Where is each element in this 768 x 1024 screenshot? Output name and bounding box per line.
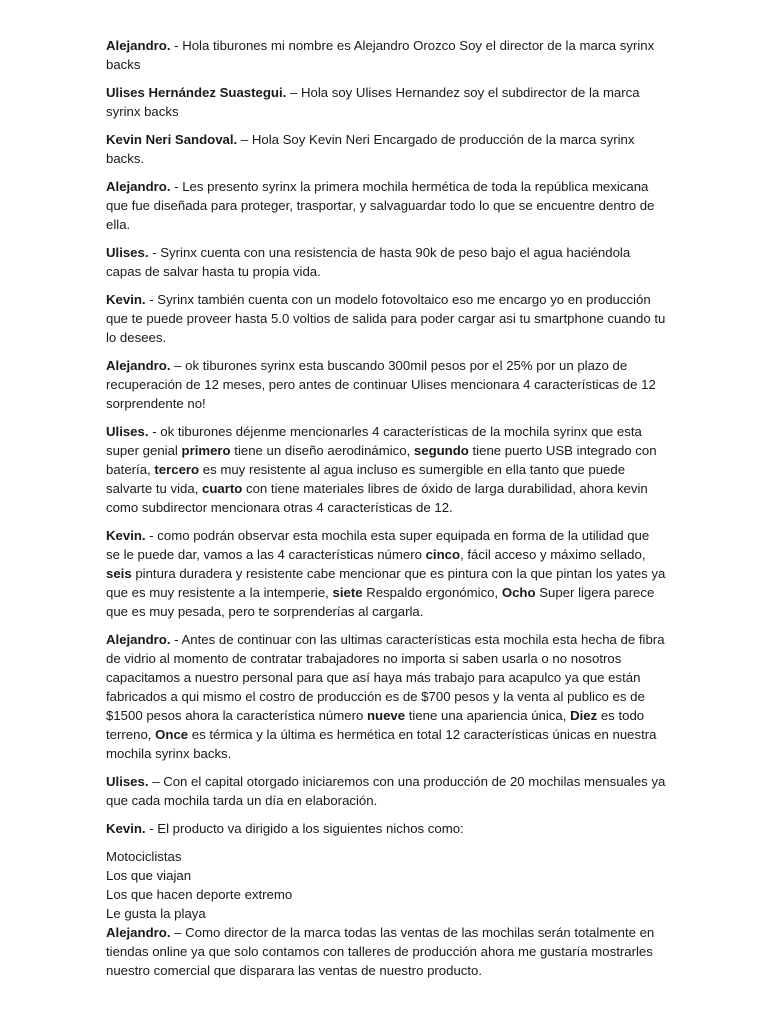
emphasis-word: Diez [570,708,598,723]
speaker-name: Kevin. [106,821,146,836]
paragraph-text: con tiene materiales libres de óxido de larga durabilidad, ahora kevin como subdirector mencionara otras 4 características de 12. [106,481,648,515]
paragraph-text: - El producto va dirigido a los siguientes nichos como: [145,821,464,836]
dialogue-paragraph [106,290,666,347]
speaker-name: Ulises. [106,245,149,260]
speaker-name: Alejandro. [106,632,171,647]
emphasis-word: primero [181,443,231,458]
paragraph-text: Respaldo ergonómico, [362,585,502,600]
closing-text: – Como director de la marca todas las ventas de las mochilas serán totalmente en tiendas online ya que solo contamos con talleres de producción ahora me gustaría mostrarles nuestro comercial que disparara las ventas de nuestro producto. [106,925,655,978]
paragraph-text: tiene un diseño aerodinámico, [230,443,414,458]
emphasis-word: cuarto [202,481,243,496]
speaker-name: Alejandro. [106,358,171,373]
dialogue-paragraph [106,422,666,517]
paragraph-text: , fácil acceso y máximo sellado, [460,547,646,562]
paragraph-text: – Hola soy Ulises Hernandez soy el subdirector de la marca syrinx backs [106,85,640,119]
speaker-name: Alejandro. [106,38,171,53]
emphasis-word: siete [332,585,363,600]
dialogue-paragraphs [106,36,666,838]
dialogue-paragraph [106,177,666,234]
speaker-name: Ulises Hernández Suastegui. [106,85,287,100]
document-page [106,36,666,989]
speaker-name: Ulises. [106,774,149,789]
emphasis-word: cinco [425,547,461,562]
paragraph-text: - ok tiburones déjenme mencionarles 4 características de la mochila syrinx que esta super genial [106,424,642,458]
speaker-name: Alejandro. [106,925,171,940]
paragraph-text: – Con el capital otorgado iniciaremos con una producción de 20 mochilas mensuales ya que cada mochila tarda un día en elaboración. [106,774,666,808]
emphasis-word: segundo [413,443,469,458]
dialogue-paragraph [106,356,666,413]
paragraph-text: tiene puerto USB integrado con batería, [106,443,657,477]
speaker-name: Kevin. [106,528,146,543]
dialogue-paragraph [106,36,666,74]
paragraph-text: – Hola Soy Kevin Neri Encargado de producción de la marca syrinx backs. [106,132,635,166]
niche-list-item: Los que hacen deporte extremo [106,887,293,902]
emphasis-word: nueve [366,708,406,723]
dialogue-paragraph [106,243,666,281]
dialogue-paragraph [106,819,666,838]
dialogue-paragraph [106,130,666,168]
niche-list-item: Motociclistas [106,849,182,864]
speaker-name: Alejandro. [106,179,171,194]
paragraph-text: – ok tiburones syrinx esta buscando 300mil pesos por el 25% por un plazo de recuperación de 12 meses, pero antes de continuar Ulises mencionara 4 características de 12 sorprendente no! [106,358,656,411]
speaker-name: Ulises. [106,424,149,439]
niche-list-item: Le gusta la playa [106,906,206,921]
emphasis-word: tercero [154,462,200,477]
paragraph-text: es todo terreno, [106,708,645,742]
dialogue-paragraph [106,83,666,121]
dialogue-paragraph [106,772,666,810]
emphasis-word: Once [155,727,189,742]
emphasis-word: Ocho [501,585,536,600]
paragraph-text: pintura duradera y resistente cabe mencionar que es pintura con la que pintan los yates ya que es muy resistente a la intemperie, [106,566,666,600]
speaker-name: Kevin. [106,292,146,307]
emphasis-word: seis [106,566,132,581]
paragraph-text: es térmica y la última es hermética en total 12 características únicas en nuestra mochila syrinx backs. [106,727,657,761]
dialogue-paragraph [106,526,666,621]
paragraph-text: - como podrán observar esta mochila esta super equipada en forma de la utilidad que se le puede dar, vamos a las 4 características número [106,528,650,562]
dialogue-paragraph [106,630,666,763]
niche-list-item: Los que viajan [106,868,192,883]
paragraph-text: - Les presento syrinx la primera mochila hermética de toda la república mexicana que fue diseñada para proteger, trasportar, y salvaguardar todo lo que se encuentre dentro de ella. [106,179,655,232]
paragraph-text: - Syrinx también cuenta con un modelo fotovoltaico eso me encargo yo en producción que te puede proveer hasta 5.0 voltios de salida para poder cargar asi tu smartphone cuando tu lo desees. [106,292,666,345]
paragraph-text: tiene una apariencia única, [405,708,571,723]
speaker-name: Kevin Neri Sandoval. [106,132,238,147]
closing-paragraph [106,923,666,980]
paragraph-text: - Hola tiburones mi nombre es Alejandro Orozco Soy el director de la marca syrinx backs [106,38,655,72]
paragraph-text: Super ligera parece que es muy pesada, pero te sorprenderías al cargarla. [106,585,655,619]
paragraph-text: - Antes de continuar con las ultimas características esta mochila esta hecha de fibra de vidrio al momento de contratar trabajadores no importa si saben usarla o no nosotros capacitamos a nuestro personal para que así haya más trabajo para acapulco ya que están fabricados a qui mismo el costro de producción es de $700 pesos y la venta al publico es de $1500 pesos ahora la característica número [106,632,665,723]
paragraph-text: - Syrinx cuenta con una resistencia de hasta 90k de peso bajo el agua haciéndola capas de salvar hasta tu propia vida. [106,245,631,279]
niche-list [106,847,666,923]
paragraph-text: es muy resistente al agua incluso es sumergible en ella tanto que puede salvarte tu vida, [106,462,626,496]
